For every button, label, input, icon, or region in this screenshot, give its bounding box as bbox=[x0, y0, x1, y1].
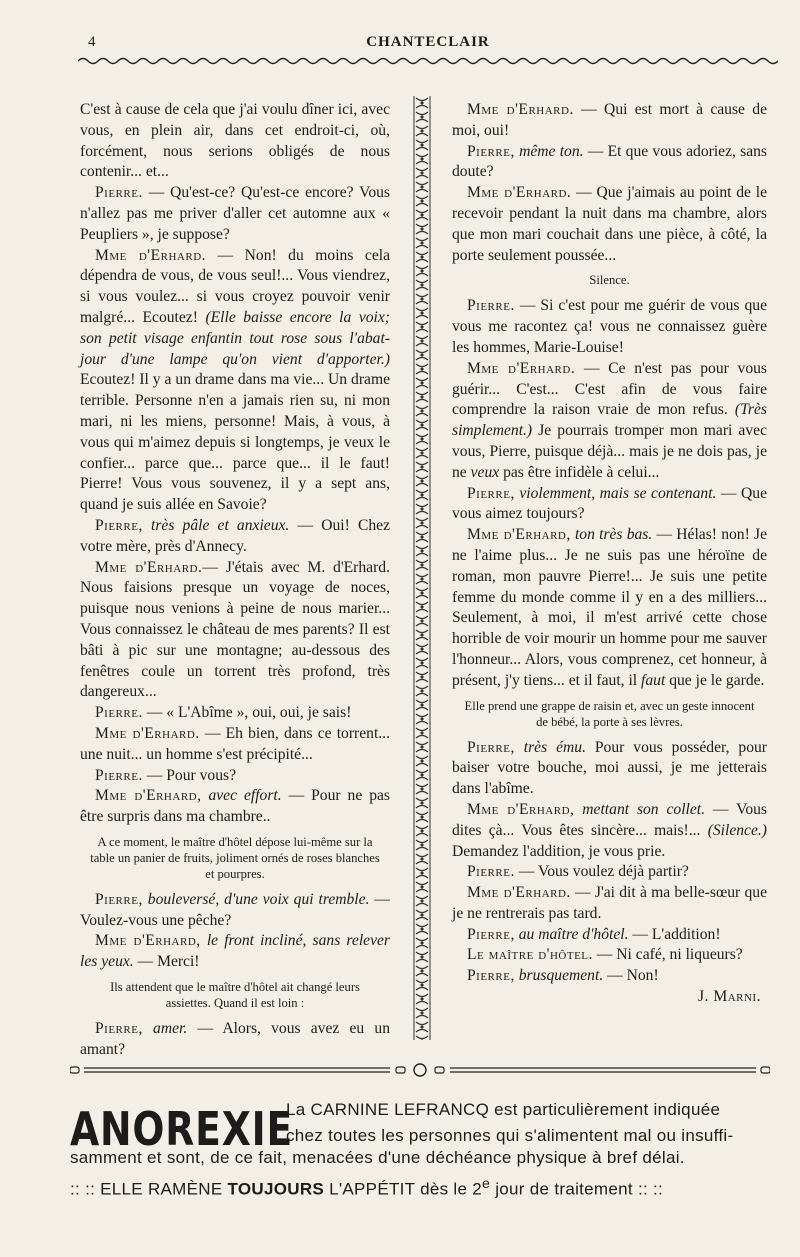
dialogue-line: Le maître d'hôtel. — Ni café, ni liqueurs? bbox=[467, 946, 743, 964]
dialogue-line: Pierre, même ton. — Et que vous adoriez, sans doute? bbox=[452, 142, 767, 181]
page-number: 4 bbox=[88, 34, 96, 50]
dialogue-line: Pierre. — « L'Abîme », oui, oui, je sais! bbox=[95, 704, 352, 722]
ad-headline: ANOREXIE bbox=[70, 1102, 294, 1156]
dialogue-line: Mme d'Erhard. — Ce n'est pas pour vous guérir... C'est... C'est afin de vous faire comprendre la raison vraie de mon refus. (Très simplement.) Je pourrais tromper mon mari avec vous, Pierre, puisque déjà... mais je ne dois pas, je ne veux pas être infidèle à celui... bbox=[452, 359, 767, 481]
dialogue-line: Pierre, brusquement. — Non! bbox=[467, 967, 659, 985]
paragraph: C'est à cause de cela que j'ai voulu dîner ici, avec vous, en plein air, dans cet endroit-ci, où, forcément, nous serions obligés de nous contenir... et... bbox=[80, 101, 390, 181]
section-divider-rule bbox=[70, 1062, 770, 1078]
dialogue-line: Pierre. — Vous voulez déjà partir? bbox=[467, 863, 689, 881]
dialogue-line: Mme d'Erhard, ton très bas. — Hélas! non! Je ne l'aime plus... Je ne suis pas une héroïne de roman, mon pauvre Pierre!... Je suis une petite femme du monde comme il y en a des milliers... Seulement, à moi, il m'est arrivé cette chose horrible de voir mourir un homme pour me sauver l'honneur... Alors, vous comprenez, cet honneur, à présent, j'y tiens... et il faut, il faut que je le garde. bbox=[452, 526, 767, 689]
stage-direction: Silence. bbox=[589, 273, 630, 288]
dialogue-line: Mme d'Erhard.— J'étais avec M. d'Erhard. Nous faisions presque un voyage de noces, puisque nous venions à peine de nous marier... Vous connaissez le château de mes parents? Il est bâti à pic sur une montagne; au-dessous des fenêtres coule un torrent très profond, très dangereux... bbox=[80, 558, 390, 701]
wavy-rule bbox=[78, 54, 778, 68]
dialogue-line: Pierre. — Pour vous? bbox=[95, 766, 236, 784]
stage-direction: Elle prend une grappe de raisin et, avec un geste innocent de bébé, la porte à ses lèvres. bbox=[464, 698, 755, 729]
right-column bbox=[452, 100, 767, 1008]
dialogue-line: Pierre, amer. — Alors, vous avez eu un amant? bbox=[80, 1020, 390, 1058]
dialogue-line: Mme d'Erhard. — J'ai dit à ma belle-sœur que je ne rentrerais pas tard. bbox=[452, 884, 767, 922]
dialogue-line: Pierre, au maître d'hôtel. — L'addition! bbox=[467, 925, 721, 943]
dialogue-line: Mme d'Erhard, mettant son collet. — Vous dites çà... Vous êtes sincère... mais!... (Silence.) Demandez l'addition, je vous prie. bbox=[452, 800, 767, 860]
dialogue-line: Pierre. — Qu'est-ce? Qu'est-ce encore? Vous n'allez pas me priver d'aller cet automne aux « Peupliers », je suppose? bbox=[80, 184, 390, 243]
dialogue-line: Pierre. — Si c'est pour me guérir de vous que vous me racontez ça! vous ne connaissez guère les hommes, Marie-Louise! bbox=[452, 297, 767, 356]
page-header bbox=[88, 34, 768, 70]
author-signature: J. Marni. bbox=[697, 988, 761, 1006]
ornamental-column-divider bbox=[413, 96, 431, 1040]
running-title: CHANTECLAIR bbox=[366, 34, 490, 50]
dialogue-line: Mme d'Erhard. — Que j'aimais au point de le recevoir pendant la nuit dans ma chambre, alors que mon mari couchait dans une pièce, à côté, la porte seulement poussée... bbox=[452, 184, 767, 264]
dialogue-line: Pierre, très ému. Pour vous posséder, pour baiser votre bouche, moi aussi, je me jetterais dans l'abîme. bbox=[452, 738, 767, 798]
stage-direction: A ce moment, le maître d'hôtel dépose lui-même sur la table un panier de fruits, joliment ornés de roses blanches et pourpres. bbox=[90, 834, 380, 881]
dialogue-line: Mme d'Erhard. — Eh bien, dans ce torrent... une nuit... un homme s'est précipité... bbox=[80, 724, 390, 763]
dialogue-line: Mme d'Erhard, le front incliné, sans relever les yeux. — Merci! bbox=[80, 932, 390, 971]
stage-direction: Ils attendent que le maître d'hôtel ait changé leurs assiettes. Quand il est loin : bbox=[110, 980, 360, 1011]
ad-line: chez toutes les personnes qui s'alimentent mal ou insuffi- bbox=[286, 1126, 734, 1145]
dialogue-line: Pierre, violemment, mais se contenant. — Que vous aimez toujours? bbox=[452, 484, 767, 523]
ad-slogan: :: :: ELLE RAMÈNE TOUJOURS L'APPÉTIT dès le 2e jour de traitement :: :: bbox=[70, 1176, 664, 1199]
left-column bbox=[80, 100, 390, 1061]
dialogue-line: Mme d'Erhard. — Non! du moins cela dépendra de vous, de vous seul!... Vous viendrez, si vous voulez... si vous croyez pouvoir venir malgré... Ecoutez! (Elle baisse encore la voix; son petit visage enfantin tout rose sous l'abat-jour d'une lampe qu'on vient d'apporter.) Ecoutez! Il y a un drame dans ma vie... Un drame terrible. Personne n'en a jamais rien su, ni mon mari, ni les miens, personne! Mais, à vous, à vous qui m'aimez depuis si longtemps, je veux le confier... parce que... parce que... il le faut! Pierre! Vous vous souvenez, il y a sept ans, quand je suis allée en Savoie? bbox=[80, 246, 390, 514]
dialogue-line: Pierre, bouleversé, d'une voix qui tremble. — Voulez-vous une pêche? bbox=[80, 890, 390, 929]
ad-line: samment et sont, de ce fait, menacées d'une déchéance physique à bref délai. bbox=[70, 1148, 685, 1167]
dialogue-line: Pierre, très pâle et anxieux. — Oui! Chez votre mère, près d'Annecy. bbox=[80, 516, 390, 555]
ad-line: La CARNINE LEFRANCQ est particulièrement indiquée bbox=[286, 1100, 721, 1119]
dialogue-line: Mme d'Erhard. — Qui est mort à cause de moi, oui! bbox=[452, 101, 767, 139]
dialogue-line: Mme d'Erhard, avec effort. — Pour ne pas être surpris dans ma chambre.. bbox=[80, 787, 390, 826]
